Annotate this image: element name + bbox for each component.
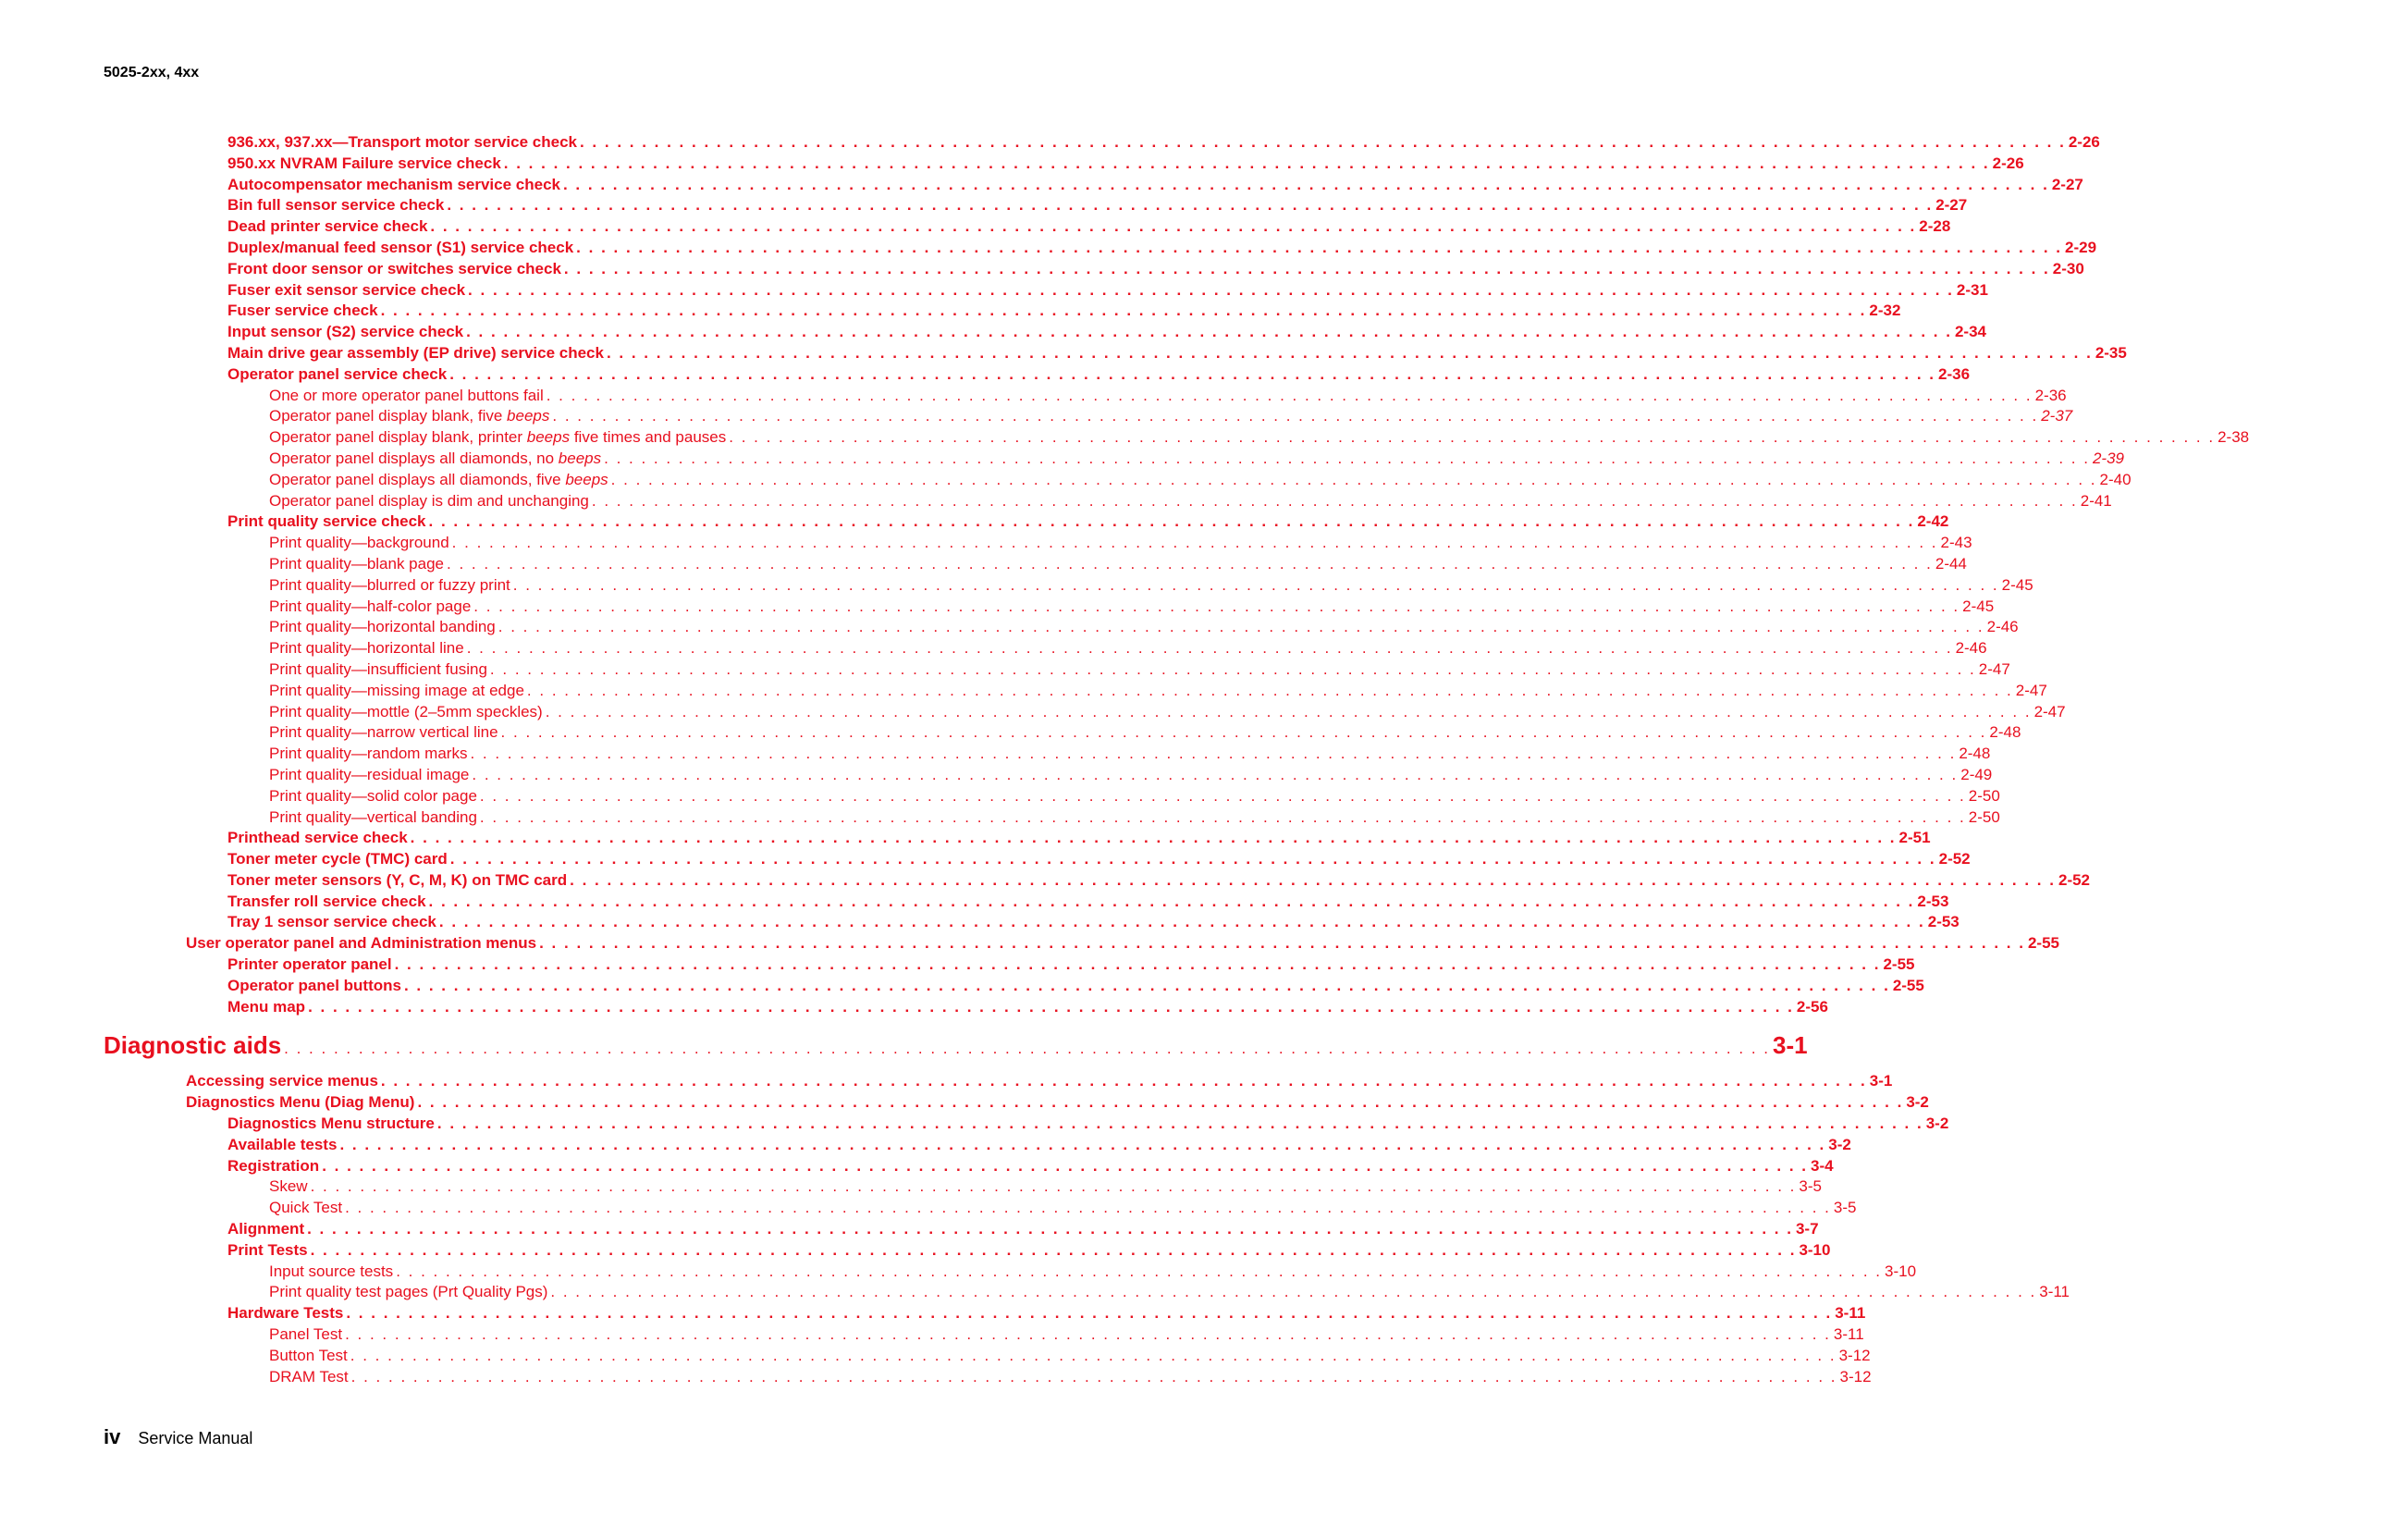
page-number: iv [104,1425,121,1448]
toc-entry[interactable] [0,807,2000,829]
toc-entry-title: Accessing service menus [186,1072,378,1090]
dot-leader: . . . . . . . . . . . . . . . . . . . . . . . . . . . . . . . . . . . . . . . . . . . . . . . . . . . . . . . . . . . . . . . . . . . . . . . . . . . . . . . . . . . . . . . . . . . . . . . . . . . . . . . . . . . . . . . . . . . . . . . . [550,1283,2037,1301]
toc-entry-page: 3-11 [1833,1325,1864,1344]
dot-leader: . . . . . . . . . . . . . . . . . . . . . . . . . . . . . . . . . . . . . . . . . . . . . . . . . . . . . . . . . . . . . . . . . . . . . . . . . . . . . . . . . . . . . . . . . . . . . . . . . . . . . . . . . . . . . . . . . . . . . . . . [729,428,2216,447]
toc-entry[interactable] [0,659,2010,681]
toc-entry[interactable] [0,1219,1819,1240]
toc-entry-title: Input sensor (S2) service check [227,323,464,341]
dot-leader: . . . . . . . . . . . . . . . . . . . . . . . . . . . . . . . . . . . . . . . . . . . . . . . . . . . . . . . . . . . . . . . . . . . . . . . . . . . . . . . . . . . . . . . . . . . . . . . . . . . . . . . . . . . . . . . . . . . . . . . . [350,1346,1837,1364]
dot-leader: . . . . . . . . . . . . . . . . . . . . . . . . . . . . . . . . . . . . . . . . . . . . . . . . . . . . . . . . . . . . . . . . . . . . . . . . . . . . . . . . . . . . . . . . . . . . . . . . . . . . . . . . . . . . . . . . . . . . . . . . [472,765,1959,783]
toc-entry-page: 2-27 [1935,196,1968,215]
toc-entry[interactable] [0,638,1987,659]
dot-leader: . . . . . . . . . . . . . . . . . . . . . . . . . . . . . . . . . . . . . . . . . . . . . . . . . . . . . . . . . . . . . . . . . . . . . . . . . . . . . . . . . . . . . . . . . . . . . . . . . . . . . . . . . . . . . . . . . . . . . . . . [345,1199,1831,1217]
toc-entry[interactable] [0,870,2091,892]
toc-entry-title: Printer operator panel [227,955,392,974]
toc-entry-title: 950.xx NVRAM Failure service check [227,154,501,172]
toc-entry-page: 2-30 [2052,259,2084,277]
dot-leader: . . . . . . . . . . . . . . . . . . . . . . . . . . . . . . . . . . . . . . . . . . . . . . . . . . . . . . . . . . . . . . . . . . . . . . . . . . . . . . . . . . . . . . . . . . . . . . . . . . . . . . . . . . . . . . . . . . . . . . . . [284,1040,1770,1058]
toc-entry[interactable] [0,702,2066,723]
toc-entry[interactable] [0,1282,2070,1303]
dot-leader: . . . . . . . . . . . . . . . . . . . . . . . . . . . . . . . . . . . . . . . . . . . . . . . . . . . . . . . . . . . . . . . . . . . . . . . . . . . . . . . . . . . . . . . . . . . . . . . . . . . . . . . . . . . . . . . . . . . . . . . . [512,575,1999,594]
dot-leader: . . . . . . . . . . . . . . . . . . . . . . . . . . . . . . . . . . . . . . . . . . . . . . . . . . . . . . . . . . . . . . . . . . . . . . . . . . . . . . . . . . . . . . . . . . . . . . . . . . . . . . . . . . . . . . . . . . . . . . . . [470,745,1957,763]
toc-entry[interactable] [0,470,2132,491]
toc-entry[interactable] [0,280,1988,302]
dot-leader: . . . . . . . . . . . . . . . . . . . . . . . . . . . . . . . . . . . . . . . . . . . . . . . . . . . . . . . . . . . . . . . . . . . . . . . . . . . . . . . . . . . . . . . . . . . . . . . . . . . . . . . . . . . . . . . . . . . . . . . . [489,659,1976,678]
toc-entry-page: 3-10 [1885,1262,1917,1280]
dot-leader: . . . . . . . . . . . . . . . . . . . . . . . . . . . . . . . . . . . . . . . . . . . . . . . . . . . . . . . . . . . . . . . . . . . . . . . . . . . . . . . . . . . . . . . . . . . . . . . . . . . . . . . . . . . . . . . . . . . . . . . . [451,534,1938,552]
toc-entry-page: 3-4 [1811,1156,1834,1175]
toc-entry[interactable] [0,1262,1917,1283]
toc-entry[interactable] [0,765,1993,786]
toc-entry-page: 3-1 [1773,1031,1808,1060]
toc-entry[interactable] [0,976,1924,997]
toc-entry-title: Print quality—narrow vertical line [269,723,498,742]
toc-entry-title: Print quality—background [269,534,449,552]
toc-entry[interactable] [0,1176,1822,1198]
toc-entry[interactable] [0,491,2112,512]
toc-entry[interactable] [0,912,1960,933]
dot-leader: . . . . . . . . . . . . . . . . . . . . . . . . . . . . . . . . . . . . . . . . . . . . . . . . . . . . . . . . . . . . . . . . . . . . . . . . . . . . . . . . . . . . . . . . . . . . . . . . . . . . . . . . . . . . . . . . . . . . . . . . [526,681,2013,699]
dot-leader: . . . . . . . . . . . . . . . . . . . . . . . . . . . . . . . . . . . . . . . . . . . . . . . . . . . . . . . . . . . . . . . . . . . . . . . . . . . . . . . . . . . . . . . . . . . . . . . . . . . . . . . . . . . . . . . . . . . . . . . . [449,364,1936,383]
toc-entry-page: 3-12 [1838,1346,1871,1364]
toc-entry-title: Dead printer service check [227,217,428,236]
toc-entry-title: Skew [269,1177,308,1196]
dot-leader: . . . . . . . . . . . . . . . . . . . . . . . . . . . . . . . . . . . . . . . . . . . . . . . . . . . . . . . . . . . . . . . . . . . . . . . . . . . . . . . . . . . . . . . . . . . . . . . . . . . . . . . . . . . . . . . . . . . . . . . . [610,470,2097,488]
toc-entry-title: Button Test [269,1346,348,1364]
dot-leader: . . . . . . . . . . . . . . . . . . . . . . . . . . . . . . . . . . . . . . . . . . . . . . . . . . . . . . . . . . . . . . . . . . . . . . . . . . . . . . . . . . . . . . . . . . . . . . . . . . . . . . . . . . . . . . . . . . . . . . . . [591,491,2078,510]
dot-leader: . . . . . . . . . . . . . . . . . . . . . . . . . . . . . . . . . . . . . . . . . . . . . . . . . . . . . . . . . . . . . . . . . . . . . . . . . . . . . . . . . . . . . . . . . . . . . . . . . . . . . . . . . . . . . . . . . . . . . . . . [466,323,1952,341]
toc-entry-title: Print Tests [227,1240,308,1259]
toc-entry-title: Panel Test [269,1325,343,1344]
toc-entry-page: 2-47 [2015,681,2047,699]
toc-entry-page: 2-40 [2099,470,2132,488]
dot-leader: . . . . . . . . . . . . . . . . . . . . . . . . . . . . . . . . . . . . . . . . . . . . . . . . . . . . . . . . . . . . . . . . . . . . . . . . . . . . . . . . . . . . . . . . . . . . . . . . . . . . . . . . . . . . . . . . . . . . . . . . [579,133,2066,151]
toc-entry-title: Input source tests [269,1262,394,1280]
toc-entry[interactable] [0,1092,1929,1114]
manual-title: Service Manual [138,1429,253,1447]
toc-entry-title: Available tests [227,1135,338,1153]
toc-entry-page: 2-36 [1938,364,1971,383]
toc-entry-page: 2-51 [1898,829,1931,847]
toc-entry-title: Fuser exit sensor service check [227,280,466,299]
toc-entry[interactable] [0,722,2021,744]
dot-leader: . . . . . . . . . . . . . . . . . . . . . . . . . . . . . . . . . . . . . . . . . . . . . . . . . . . . . . . . . . . . . . . . . . . . . . . . . . . . . . . . . . . . . . . . . . . . . . . . . . . . . . . . . . . . . . . . . . . . . . . . [350,1367,1837,1385]
dot-leader: . . . . . . . . . . . . . . . . . . . . . . . . . . . . . . . . . . . . . . . . . . . . . . . . . . . . . . . . . . . . . . . . . . . . . . . . . . . . . . . . . . . . . . . . . . . . . . . . . . . . . . . . . . . . . . . . . . . . . . . . [438,913,1925,931]
dot-leader: . . . . . . . . . . . . . . . . . . . . . . . . . . . . . . . . . . . . . . . . . . . . . . . . . . . . . . . . . . . . . . . . . . . . . . . . . . . . . . . . . . . . . . . . . . . . . . . . . . . . . . . . . . . . . . . . . . . . . . . . [562,175,2049,193]
toc-entry-title: Print quality—mottle (2–5mm speckles) [269,702,543,720]
toc-entry[interactable] [0,1071,1893,1092]
toc-entry-page: 2-48 [1989,723,2021,742]
toc-entry-page: 2-50 [1968,786,2000,805]
dot-leader: . . . . . . . . . . . . . . . . . . . . . . . . . . . . . . . . . . . . . . . . . . . . . . . . . . . . . . . . . . . . . . . . . . . . . . . . . . . . . . . . . . . . . . . . . . . . . . . . . . . . . . . . . . . . . . . . . . . . . . . . [436,1114,1923,1133]
toc-entry-page: 2-53 [1927,913,1960,931]
toc-entry[interactable] [0,322,1986,343]
toc-entry-page: 2-53 [1917,892,1949,910]
toc-entry-title: Print quality—blurred or fuzzy print [269,575,510,594]
toc-entry[interactable] [0,343,2127,364]
dot-leader: . . . . . . . . . . . . . . . . . . . . . . . . . . . . . . . . . . . . . . . . . . . . . . . . . . . . . . . . . . . . . . . . . . . . . . . . . . . . . . . . . . . . . . . . . . . . . . . . . . . . . . . . . . . . . . . . . . . . . . . . [503,154,1990,172]
toc-entry-page: 2-46 [1955,639,1987,658]
dot-leader: . . . . . . . . . . . . . . . . . . . . . . . . . . . . . . . . . . . . . . . . . . . . . . . . . . . . . . . . . . . . . . . . . . . . . . . . . . . . . . . . . . . . . . . . . . . . . . . . . . . . . . . . . . . . . . . . . . . . . . . . [394,955,1881,974]
toc-entry-page: 2-43 [1940,534,1972,552]
toc-entry-page: 2-38 [2218,428,2250,447]
toc-entry[interactable] [0,386,2067,407]
dot-leader: . . . . . . . . . . . . . . . . . . . . . . . . . . . . . . . . . . . . . . . . . . . . . . . . . . . . . . . . . . . . . . . . . . . . . . . . . . . . . . . . . . . . . . . . . . . . . . . . . . . . . . . . . . . . . . . . . . . . . . . . [546,386,2033,404]
running-header: 5025-2xx, 4xx [104,65,200,80]
toc-entry-page: 2-29 [2065,238,2097,256]
toc-entry-title: Print quality—missing image at edge [269,681,524,699]
toc-entry-page: 2-55 [1883,955,1915,974]
toc-entry[interactable] [0,954,1915,976]
toc-entry-title: Print quality—horizontal line [269,639,464,658]
toc-entry[interactable] [0,597,1995,618]
dot-leader: . . . . . . . . . . . . . . . . . . . . . . . . . . . . . . . . . . . . . . . . . . . . . . . . . . . . . . . . . . . . . . . . . . . . . . . . . . . . . . . . . . . . . . . . . . . . . . . . . . . . . . . . . . . . . . . . . . . . . . . . [563,259,2050,277]
toc-entry[interactable] [0,617,2019,638]
dot-leader: . . . . . . . . . . . . . . . . . . . . . . . . . . . . . . . . . . . . . . . . . . . . . . . . . . . . . . . . . . . . . . . . . . . . . . . . . . . . . . . . . . . . . . . . . . . . . . . . . . . . . . . . . . . . . . . . . . . . . . . . [539,934,2025,953]
toc-entry[interactable] [0,427,2250,449]
toc-entry[interactable] [0,216,1951,238]
dot-leader: . . . . . . . . . . . . . . . . . . . . . . . . . . . . . . . . . . . . . . . . . . . . . . . . . . . . . . . . . . . . . . . . . . . . . . . . . . . . . . . . . . . . . . . . . . . . . . . . . . . . . . . . . . . . . . . . . . . . . . . . [576,238,2063,256]
dot-leader: . . . . . . . . . . . . . . . . . . . . . . . . . . . . . . . . . . . . . . . . . . . . . . . . . . . . . . . . . . . . . . . . . . . . . . . . . . . . . . . . . . . . . . . . . . . . . . . . . . . . . . . . . . . . . . . . . . . . . . . . [307,1220,1793,1238]
dot-leader: . . . . . . . . . . . . . . . . . . . . . . . . . . . . . . . . . . . . . . . . . . . . . . . . . . . . . . . . . . . . . . . . . . . . . . . . . . . . . . . . . . . . . . . . . . . . . . . . . . . . . . . . . . . . . . . . . . . . . . . . [468,280,1954,299]
toc-entry[interactable] [0,449,2124,470]
dot-leader: . . . . . . . . . . . . . . . . . . . . . . . . . . . . . . . . . . . . . . . . . . . . . . . . . . . . . . . . . . . . . . . . . . . . . . . . . . . . . . . . . . . . . . . . . . . . . . . . . . . . . . . . . . . . . . . . . . . . . . . . [322,1156,1809,1175]
toc-entry-page: 2-45 [2001,575,2033,594]
dot-leader: . . . . . . . . . . . . . . . . . . . . . . . . . . . . . . . . . . . . . . . . . . . . . . . . . . . . . . . . . . . . . . . . . . . . . . . . . . . . . . . . . . . . . . . . . . . . . . . . . . . . . . . . . . . . . . . . . . . . . . . . [396,1262,1883,1280]
toc-entry-title: Operator panel display is dim and unchanging [269,491,589,510]
dot-leader: . . . . . . . . . . . . . . . . . . . . . . . . . . . . . . . . . . . . . . . . . . . . . . . . . . . . . . . . . . . . . . . . . . . . . . . . . . . . . . . . . . . . . . . . . . . . . . . . . . . . . . . . . . . . . . . . . . . . . . . . [403,976,1890,994]
toc-entry-page: 2-36 [2034,386,2067,404]
dot-leader: . . . . . . . . . . . . . . . . . . . . . . . . . . . . . . . . . . . . . . . . . . . . . . . . . . . . . . . . . . . . . . . . . . . . . . . . . . . . . . . . . . . . . . . . . . . . . . . . . . . . . . . . . . . . . . . . . . . . . . . . [447,554,1933,573]
toc-entry-page: 3-5 [1799,1177,1822,1196]
toc-entry-title: Print quality test pages (Prt Quality Pgs) [269,1283,548,1301]
toc-entry-title: Printhead service check [227,829,408,847]
toc-entry[interactable] [0,1135,1851,1156]
toc-entry-page: 2-32 [1869,302,1901,320]
toc-entry-title: Print quality—insufficient fusing [269,659,487,678]
toc-entry[interactable] [0,1021,1808,1069]
toc-entry-page: 3-5 [1833,1199,1857,1217]
dot-leader: . . . . . . . . . . . . . . . . . . . . . . . . . . . . . . . . . . . . . . . . . . . . . . . . . . . . . . . . . . . . . . . . . . . . . . . . . . . . . . . . . . . . . . . . . . . . . . . . . . . . . . . . . . . . . . . . . . . . . . . . [473,597,1960,615]
toc-entry-page: 2-56 [1796,997,1828,1016]
toc-entry[interactable] [0,195,1968,216]
toc-entry-title: User operator panel and Administration menus [186,934,537,953]
toc-entry-page: 2-55 [1892,976,1924,994]
dot-leader: . . . . . . . . . . . . . . . . . . . . . . . . . . . . . . . . . . . . . . . . . . . . . . . . . . . . . . . . . . . . . . . . . . . . . . . . . . . . . . . . . . . . . . . . . . . . . . . . . . . . . . . . . . . . . . . . . . . . . . . . [310,1240,1797,1259]
toc-entry-title: Tray 1 sensor service check [227,913,436,931]
toc-entry[interactable] [0,892,1949,913]
dot-leader: . . . . . . . . . . . . . . . . . . . . . . . . . . . . . . . . . . . . . . . . . . . . . . . . . . . . . . . . . . . . . . . . . . . . . . . . . . . . . . . . . . . . . . . . . . . . . . . . . . . . . . . . . . . . . . . . . . . . . . . . [500,723,1987,742]
toc-entry-page: 2-48 [1959,745,1991,763]
toc-entry[interactable] [0,1240,1831,1262]
dot-leader: . . . . . . . . . . . . . . . . . . . . . . . . . . . . . . . . . . . . . . . . . . . . . . . . . . . . . . . . . . . . . . . . . . . . . . . . . . . . . . . . . . . . . . . . . . . . . . . . . . . . . . . . . . . . . . . . . . . . . . . . [428,512,1915,531]
toc-entry-title: Diagnostic aids [104,1031,282,1060]
toc-entry-page: 2-52 [2058,870,2091,889]
toc-entry[interactable] [0,828,1931,849]
dot-leader: . . . . . . . . . . . . . . . . . . . . . . . . . . . . . . . . . . . . . . . . . . . . . . . . . . . . . . . . . . . . . . . . . . . . . . . . . . . . . . . . . . . . . . . . . . . . . . . . . . . . . . . . . . . . . . . . . . . . . . . . [345,1325,1831,1344]
dot-leader: . . . . . . . . . . . . . . . . . . . . . . . . . . . . . . . . . . . . . . . . . . . . . . . . . . . . . . . . . . . . . . . . . . . . . . . . . . . . . . . . . . . . . . . . . . . . . . . . . . . . . . . . . . . . . . . . . . . . . . . . [552,407,2039,425]
dot-leader: . . . . . . . . . . . . . . . . . . . . . . . . . . . . . . . . . . . . . . . . . . . . . . . . . . . . . . . . . . . . . . . . . . . . . . . . . . . . . . . . . . . . . . . . . . . . . . . . . . . . . . . . . . . . . . . . . . . . . . . . [417,1093,1904,1112]
toc-entry-title: Main drive gear assembly (EP drive) service check [227,343,604,362]
dot-leader: . . . . . . . . . . . . . . . . . . . . . . . . . . . . . . . . . . . . . . . . . . . . . . . . . . . . . . . . . . . . . . . . . . . . . . . . . . . . . . . . . . . . . . . . . . . . . . . . . . . . . . . . . . . . . . . . . . . . . . . . [430,217,1917,236]
toc-entry-title: Operator panel display blank, printer beeps five times and pauses [269,428,727,447]
toc-entry[interactable] [0,301,1901,322]
toc-entry[interactable] [0,744,1991,765]
toc-entry-title: Operator panel displays all diamonds, five beeps [269,470,608,488]
toc-entry[interactable] [0,681,2047,702]
toc-entry[interactable] [0,554,1967,575]
toc-entry-title: Operator panel display blank, five beeps [269,407,550,425]
dot-leader: . . . . . . . . . . . . . . . . . . . . . . . . . . . . . . . . . . . . . . . . . . . . . . . . . . . . . . . . . . . . . . . . . . . . . . . . . . . . . . . . . . . . . . . . . . . . . . . . . . . . . . . . . . . . . . . . . . . . . . . . [339,1135,1826,1153]
toc-entry-title: Toner meter cycle (TMC) card [227,850,448,868]
dot-leader: . . . . . . . . . . . . . . . . . . . . . . . . . . . . . . . . . . . . . . . . . . . . . . . . . . . . . . . . . . . . . . . . . . . . . . . . . . . . . . . . . . . . . . . . . . . . . . . . . . . . . . . . . . . . . . . . . . . . . . . . [449,850,1936,868]
toc-entry[interactable] [0,1156,1834,1177]
toc-entry-page: 2-55 [2027,934,2059,953]
toc-entry-title: Operator panel displays all diamonds, no beeps [269,449,602,467]
dot-leader: . . . . . . . . . . . . . . . . . . . . . . . . . . . . . . . . . . . . . . . . . . . . . . . . . . . . . . . . . . . . . . . . . . . . . . . . . . . . . . . . . . . . . . . . . . . . . . . . . . . . . . . . . . . . . . . . . . . . . . . . [606,343,2093,362]
toc-entry[interactable] [0,132,2100,154]
toc-entry-page: 2-47 [2033,702,2066,720]
dot-leader: . . . . . . . . . . . . . . . . . . . . . . . . . . . . . . . . . . . . . . . . . . . . . . . . . . . . . . . . . . . . . . . . . . . . . . . . . . . . . . . . . . . . . . . . . . . . . . . . . . . . . . . . . . . . . . . . . . . . . . . . [380,302,1867,320]
toc-entry-page: 2-45 [1962,597,1995,615]
toc-entry-page: 2-28 [1919,217,1951,236]
toc-entry-page: 2-50 [1968,807,2000,826]
toc-entry-title: Menu map [227,997,306,1016]
toc-entry-title: One or more operator panel buttons fail [269,386,544,404]
dot-leader: . . . . . . . . . . . . . . . . . . . . . . . . . . . . . . . . . . . . . . . . . . . . . . . . . . . . . . . . . . . . . . . . . . . . . . . . . . . . . . . . . . . . . . . . . . . . . . . . . . . . . . . . . . . . . . . . . . . . . . . . [570,870,2056,889]
toc-entry-title: Print quality—residual image [269,765,470,783]
dot-leader: . . . . . . . . . . . . . . . . . . . . . . . . . . . . . . . . . . . . . . . . . . . . . . . . . . . . . . . . . . . . . . . . . . . . . . . . . . . . . . . . . . . . . . . . . . . . . . . . . . . . . . . . . . . . . . . . . . . . . . . . [604,449,2090,467]
toc-entry[interactable] [0,238,2097,259]
dot-leader: . . . . . . . . . . . . . . . . . . . . . . . . . . . . . . . . . . . . . . . . . . . . . . . . . . . . . . . . . . . . . . . . . . . . . . . . . . . . . . . . . . . . . . . . . . . . . . . . . . . . . . . . . . . . . . . . . . . . . . . . [498,618,1984,636]
toc-entry-page: 2-49 [1960,765,1993,783]
toc-entry[interactable] [0,1303,1866,1324]
dot-leader: . . . . . . . . . . . . . . . . . . . . . . . . . . . . . . . . . . . . . . . . . . . . . . . . . . . . . . . . . . . . . . . . . . . . . . . . . . . . . . . . . . . . . . . . . . . . . . . . . . . . . . . . . . . . . . . . . . . . . . . . [410,829,1897,847]
toc-entry-page: 2-39 [2092,449,2124,467]
toc-entry-page: 3-2 [1828,1135,1851,1153]
toc-entry-title: DRAM Test [269,1367,349,1385]
toc-entry[interactable] [0,997,1828,1018]
dot-leader: . . . . . . . . . . . . . . . . . . . . . . . . . . . . . . . . . . . . . . . . . . . . . . . . . . . . . . . . . . . . . . . . . . . . . . . . . . . . . . . . . . . . . . . . . . . . . . . . . . . . . . . . . . . . . . . . . . . . . . . . [308,997,1794,1016]
toc-entry-page: 2-31 [1956,280,1988,299]
toc-entry-title: Print quality—horizontal banding [269,618,496,636]
dot-leader: . . . . . . . . . . . . . . . . . . . . . . . . . . . . . . . . . . . . . . . . . . . . . . . . . . . . . . . . . . . . . . . . . . . . . . . . . . . . . . . . . . . . . . . . . . . . . . . . . . . . . . . . . . . . . . . . . . . . . . . . [310,1177,1797,1196]
toc-entry-page: 3-2 [1906,1093,1929,1112]
toc-entry[interactable] [0,406,2073,427]
toc-entry[interactable] [0,933,2059,954]
toc-entry-page: 3-11 [1835,1304,1866,1323]
page-footer [104,1425,252,1449]
dot-leader: . . . . . . . . . . . . . . . . . . . . . . . . . . . . . . . . . . . . . . . . . . . . . . . . . . . . . . . . . . . . . . . . . . . . . . . . . . . . . . . . . . . . . . . . . . . . . . . . . . . . . . . . . . . . . . . . . . . . . . . . [479,786,1966,805]
table-of-contents [0,132,2250,1387]
toc-entry-page: 2-27 [2051,175,2083,193]
toc-entry-title: Print quality—blank page [269,554,445,573]
toc-entry-title: Transfer roll service check [227,892,426,910]
toc-entry-title: Alignment [227,1220,305,1238]
toc-entry-title: Print quality—half-color page [269,597,472,615]
toc-entry-title: Print quality service check [227,512,426,531]
toc-entry-page: 2-44 [1935,554,1967,573]
toc-entry-title: Operator panel service check [227,364,448,383]
toc-entry-page: 2-37 [2041,407,2073,425]
toc-entry-title: Print quality—random marks [269,745,468,763]
toc-entry-title: Duplex/manual feed sensor (S1) service check [227,238,574,256]
toc-entry-page: 2-26 [2068,133,2100,151]
toc-entry[interactable] [0,154,2024,175]
toc-entry-title: Print quality—solid color page [269,786,477,805]
toc-entry-title: Bin full sensor service check [227,196,445,215]
toc-entry[interactable] [0,1367,1872,1388]
toc-entry-page: 2-41 [2080,491,2112,510]
toc-entry-page: 3-7 [1795,1220,1819,1238]
toc-entry-page: 3-1 [1869,1072,1893,1090]
toc-entry-title: Fuser service check [227,302,378,320]
toc-entry-page: 2-35 [2095,343,2127,362]
toc-entry-page: 3-10 [1799,1240,1831,1259]
toc-entry-title: Diagnostics Menu (Diag Menu) [186,1093,415,1112]
toc-entry[interactable] [0,259,2084,280]
toc-entry[interactable] [0,575,2033,597]
dot-leader: . . . . . . . . . . . . . . . . . . . . . . . . . . . . . . . . . . . . . . . . . . . . . . . . . . . . . . . . . . . . . . . . . . . . . . . . . . . . . . . . . . . . . . . . . . . . . . . . . . . . . . . . . . . . . . . . . . . . . . . . [479,807,1966,826]
toc-entry-page: 2-26 [1992,154,2024,172]
toc-entry[interactable] [0,1346,1871,1367]
toc-entry-page: 2-47 [1978,659,2010,678]
toc-entry-title: Quick Test [269,1199,343,1217]
toc-entry[interactable] [0,364,1971,386]
dot-leader: . . . . . . . . . . . . . . . . . . . . . . . . . . . . . . . . . . . . . . . . . . . . . . . . . . . . . . . . . . . . . . . . . . . . . . . . . . . . . . . . . . . . . . . . . . . . . . . . . . . . . . . . . . . . . . . . . . . . . . . . [428,892,1915,910]
toc-entry-title: 936.xx, 937.xx—Transport motor service check [227,133,577,151]
toc-entry[interactable] [0,1198,1857,1219]
dot-leader: . . . . . . . . . . . . . . . . . . . . . . . . . . . . . . . . . . . . . . . . . . . . . . . . . . . . . . . . . . . . . . . . . . . . . . . . . . . . . . . . . . . . . . . . . . . . . . . . . . . . . . . . . . . . . . . . . . . . . . . . [447,196,1934,215]
toc-entry-title: Print quality—vertical banding [269,807,477,826]
toc-entry-title: Hardware Tests [227,1304,344,1323]
dot-leader: . . . . . . . . . . . . . . . . . . . . . . . . . . . . . . . . . . . . . . . . . . . . . . . . . . . . . . . . . . . . . . . . . . . . . . . . . . . . . . . . . . . . . . . . . . . . . . . . . . . . . . . . . . . . . . . . . . . . . . . . [466,639,1953,658]
toc-entry[interactable] [0,786,2000,807]
toc-entry[interactable] [0,175,2083,196]
dot-leader: . . . . . . . . . . . . . . . . . . . . . . . . . . . . . . . . . . . . . . . . . . . . . . . . . . . . . . . . . . . . . . . . . . . . . . . . . . . . . . . . . . . . . . . . . . . . . . . . . . . . . . . . . . . . . . . . . . . . . . . . [346,1304,1833,1323]
toc-entry-title: Registration [227,1156,320,1175]
dot-leader: . . . . . . . . . . . . . . . . . . . . . . . . . . . . . . . . . . . . . . . . . . . . . . . . . . . . . . . . . . . . . . . . . . . . . . . . . . . . . . . . . . . . . . . . . . . . . . . . . . . . . . . . . . . . . . . . . . . . . . . . [380,1072,1867,1090]
toc-entry-title: Diagnostics Menu structure [227,1114,435,1133]
toc-entry-page: 3-12 [1839,1367,1872,1385]
toc-entry-page: 3-2 [1925,1114,1949,1133]
toc-entry-title: Operator panel buttons [227,976,401,994]
toc-entry[interactable] [0,511,1949,533]
toc-entry-page: 3-11 [2039,1283,2070,1301]
toc-entry-page: 2-34 [1954,323,1986,341]
toc-entry-page: 2-52 [1938,850,1971,868]
toc-entry[interactable] [0,849,1971,870]
toc-entry-page: 2-46 [1986,618,2019,636]
toc-entry[interactable] [0,533,1972,554]
toc-entry-title: Autocompensator mechanism service check [227,175,560,193]
toc-entry-title: Toner meter sensors (Y, C, M, K) on TMC card [227,870,568,889]
toc-entry[interactable] [0,1324,1864,1346]
dot-leader: . . . . . . . . . . . . . . . . . . . . . . . . . . . . . . . . . . . . . . . . . . . . . . . . . . . . . . . . . . . . . . . . . . . . . . . . . . . . . . . . . . . . . . . . . . . . . . . . . . . . . . . . . . . . . . . . . . . . . . . . [545,702,2032,720]
toc-entry-page: 2-42 [1917,512,1949,531]
toc-entry[interactable] [0,1114,1949,1135]
toc-entry-title: Front door sensor or switches service check [227,259,561,277]
